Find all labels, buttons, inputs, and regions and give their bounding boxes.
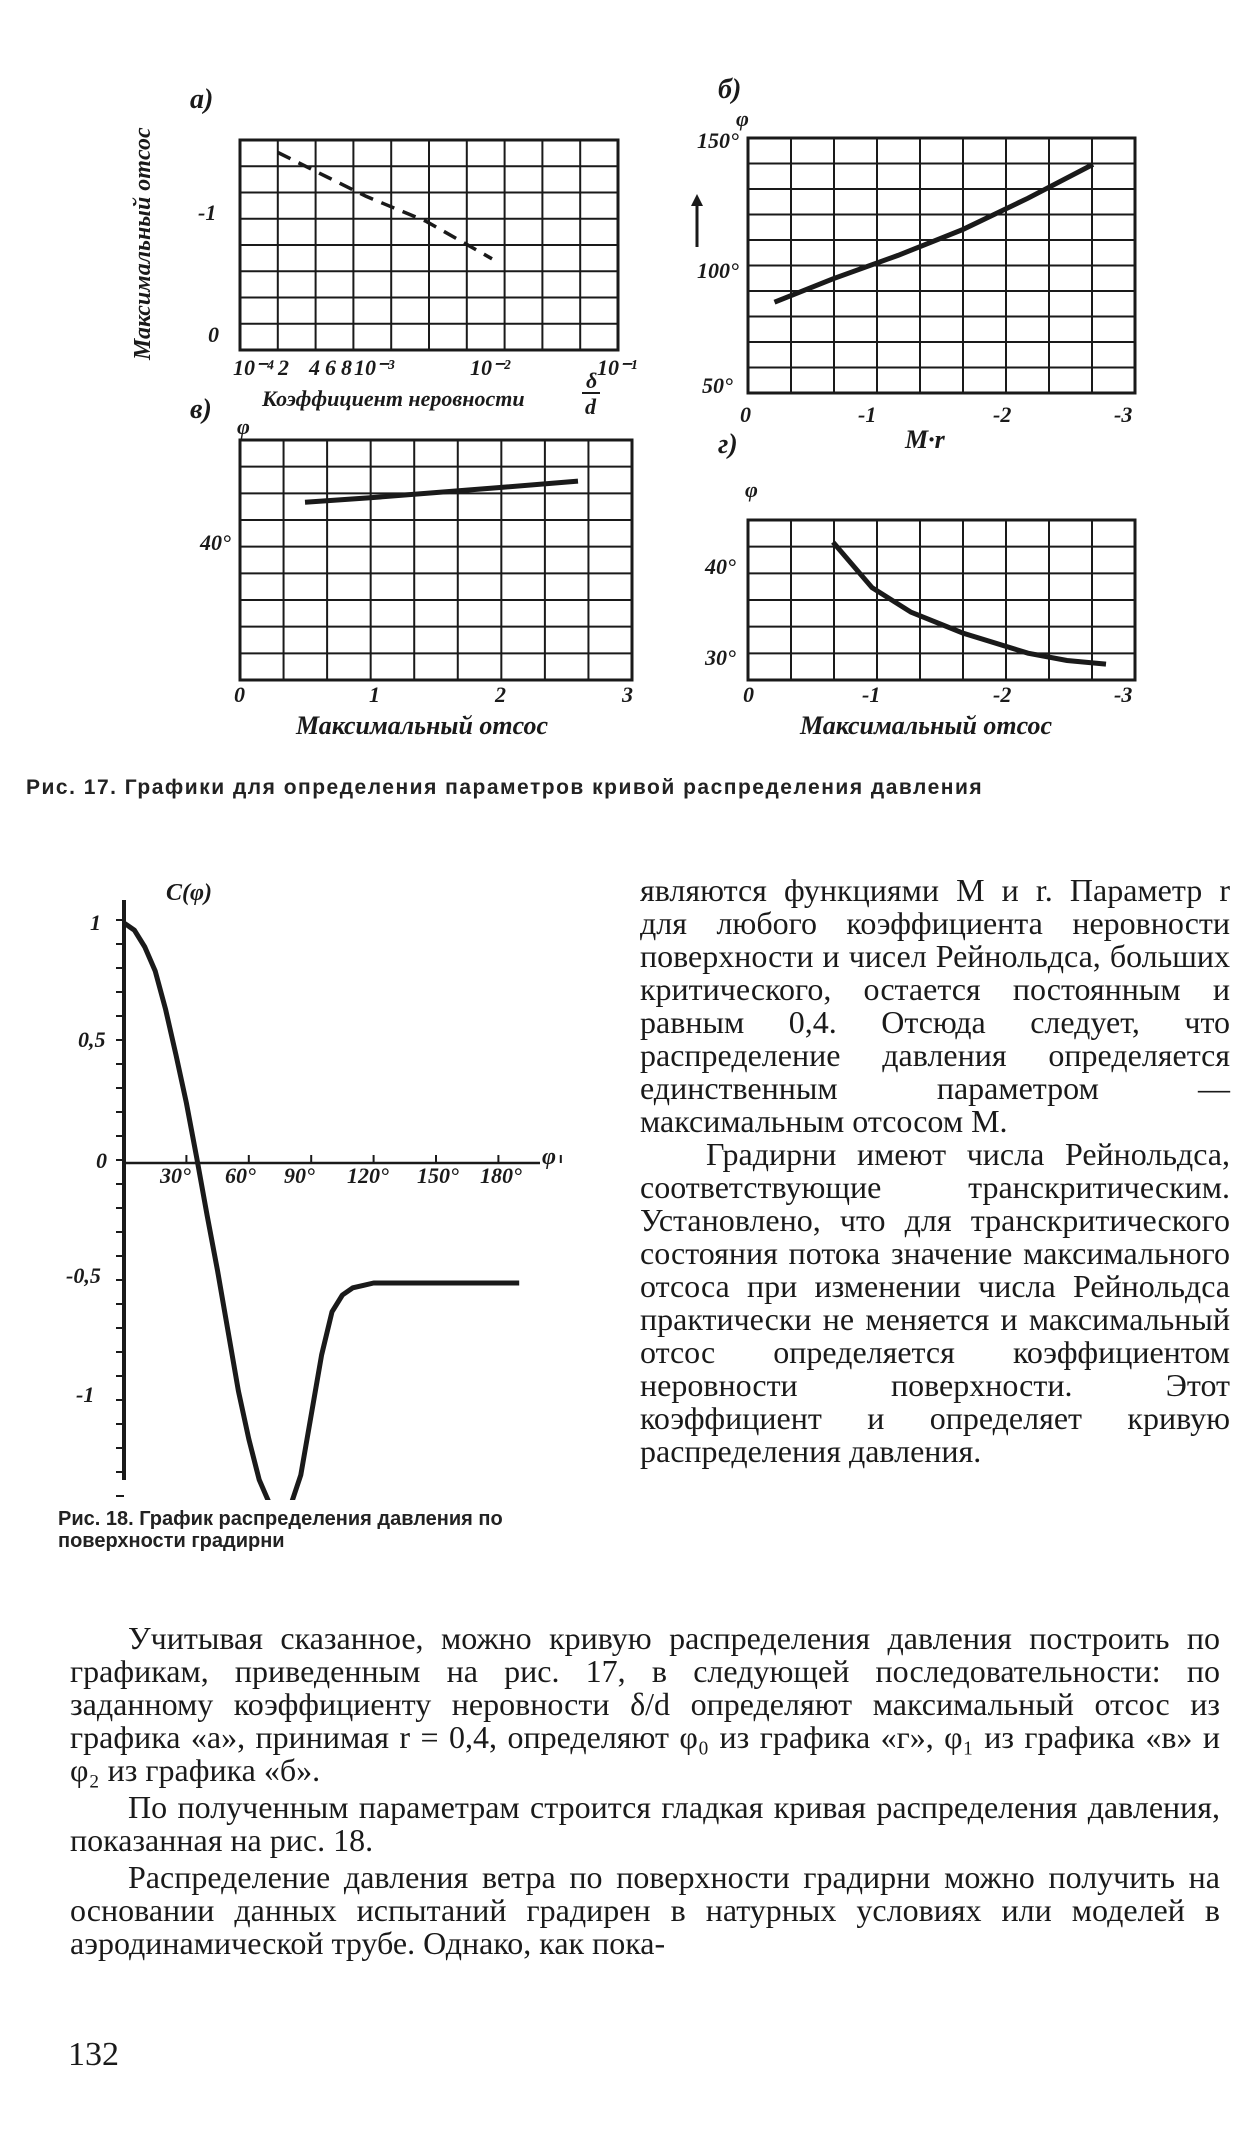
fig18-xtick: 120° bbox=[347, 1163, 389, 1188]
figure17-caption: Рис. 17. Графики для определения параметров кривой распределения давления bbox=[26, 776, 984, 799]
panel-b-ylabel: φ bbox=[736, 106, 749, 131]
panel-b-ytick: 150° bbox=[697, 128, 739, 153]
panel-g-xtick: -3 bbox=[1114, 682, 1133, 707]
panel-a-xlabel-num: δ bbox=[586, 368, 598, 393]
fig18-ytick: 0 bbox=[96, 1148, 107, 1173]
panel-g-xlabel: Максимальный отсос bbox=[800, 711, 1053, 740]
paragraph: Градирни имеют числа Рейнольдса, соответствующие транскритическим. Установлено, что для транскритического состояния потока значение максимального отсоса при изменении числа Рейнольдса практически не меняется и максимальный отсос определяется коэффициентом неровности поверхности. Этот коэффициент и определяет кривую распределения давления. bbox=[640, 1136, 1230, 1469]
fig18-xtick: 60° bbox=[225, 1163, 256, 1188]
panel-g-xtick: -1 bbox=[862, 682, 881, 707]
paragraph: Учитывая сказанное, можно кривую распределения давления построить по графикам, приведенным на рис. 17, в следующей последовательности: по заданному коэффициенту неровности δ/d определяют максимальный отсос из графика «а», принимая r = 0,4, определяют φ₀ из графика «г», φ₁ из графика «в» и φ₂ из графика «б». bbox=[70, 1620, 1220, 1788]
panel-a-xtick: 10⁻⁴ bbox=[233, 355, 275, 380]
panel-b-xlabel: M·r bbox=[905, 425, 945, 454]
panel-v-xtick: 3 bbox=[622, 682, 633, 707]
fig18-ytick: 1 bbox=[90, 910, 101, 935]
figure18-chart bbox=[66, 880, 561, 1500]
panel-g-ylabel: φ bbox=[745, 477, 758, 502]
panel-a-letter: a) bbox=[190, 84, 214, 115]
panel-a-xtick: 10⁻² bbox=[470, 355, 511, 380]
panel-a-xtick: 6 bbox=[325, 355, 336, 380]
grid-frame bbox=[240, 440, 632, 680]
panel-a-ytick-minus1: -1 bbox=[198, 200, 217, 225]
body-text bbox=[70, 1622, 1220, 1960]
figure18-caption: Рис. 18. График распределения давления по поверхности градирни bbox=[58, 1508, 503, 1552]
fig18-ytick: -0,5 bbox=[66, 1263, 101, 1288]
panel-a-xtick: 4 bbox=[309, 355, 320, 380]
panel-b-xtick: 0 bbox=[740, 402, 751, 427]
panel-b-letter: б) bbox=[718, 74, 742, 105]
fig18-ytick: 0,5 bbox=[78, 1027, 106, 1052]
panel-a-ylabel: Максимальный отсос bbox=[130, 127, 156, 360]
panel-g-curve bbox=[833, 542, 1106, 664]
panel-g-ytick: 40° bbox=[705, 554, 736, 579]
panel-a-curve bbox=[278, 153, 492, 259]
panel-a-xtick: 2 bbox=[278, 355, 289, 380]
panel-b-ytick: 50° bbox=[702, 373, 733, 398]
panel-a-xlabel: Коэффициент неровности bbox=[262, 386, 525, 411]
fig18-xlabel: φ bbox=[542, 1144, 557, 1170]
paragraph: являются функциями M и r. Параметр r для любого коэффициента неровности поверхности и чисел Рейнольдса, больших критического, остается постоянным и равным 0,4. Отсюда следует, что распределение давления определяется единственным параметром — максимальным отсосом M. bbox=[640, 872, 1230, 1139]
panel-a bbox=[130, 84, 637, 419]
panel-v-letter: в) bbox=[190, 394, 212, 425]
panel-b-ytick: 100° bbox=[697, 258, 739, 283]
panel-v-xtick: 1 bbox=[369, 682, 380, 707]
panel-b-curve bbox=[775, 164, 1094, 302]
panel-v-ytick: 40° bbox=[200, 530, 231, 555]
panel-a-xtick: 10⁻³ bbox=[354, 355, 395, 380]
fig18-xtick: 180° bbox=[480, 1163, 522, 1188]
fig18-xtick: 30° bbox=[160, 1163, 191, 1188]
panel-a-xtick: 8 bbox=[341, 355, 352, 380]
panel-v bbox=[190, 394, 633, 740]
panel-b bbox=[691, 74, 1135, 454]
panel-v-xtick: 0 bbox=[234, 682, 245, 707]
panel-g-ytick: 30° bbox=[705, 645, 736, 670]
panel-a-xlabel-den: d bbox=[585, 394, 596, 419]
panel-b-xtick: -1 bbox=[858, 402, 877, 427]
fig18-ytick: -1 bbox=[76, 1382, 95, 1407]
panel-b-xtick: -3 bbox=[1114, 402, 1133, 427]
panel-b-xtick: -2 bbox=[993, 402, 1012, 427]
page-number: 132 bbox=[68, 2036, 119, 2073]
fig18-xtick: 90° bbox=[284, 1163, 315, 1188]
paragraph: По полученным параметрам строится гладкая кривая распределения давления, показанная на рис. 18. bbox=[70, 1789, 1220, 1858]
right-column-text bbox=[640, 874, 1230, 1468]
panel-a-xtick: 10⁻¹ bbox=[597, 355, 638, 380]
panel-v-xtick: 2 bbox=[495, 682, 506, 707]
fig18-xtick: 150° bbox=[417, 1163, 459, 1188]
panel-v-ylabel: φ bbox=[237, 414, 250, 439]
panel-v-xlabel: Максимальный отсос bbox=[296, 711, 549, 740]
panel-g-xtick: -2 bbox=[993, 682, 1012, 707]
fig18-curve bbox=[124, 923, 519, 1500]
panel-g-xtick: 0 bbox=[743, 682, 754, 707]
panel-g bbox=[704, 429, 1135, 740]
fig18-ylabel: C(φ) bbox=[166, 880, 213, 906]
arrowhead-icon bbox=[691, 194, 703, 206]
panel-g-letter: г) bbox=[718, 429, 738, 460]
panel-a-ytick-0: 0 bbox=[208, 322, 219, 347]
panel-v-curve bbox=[305, 481, 578, 502]
paragraph: Распределение давления ветра по поверхности градирни можно получить на основании данных испытаний градирен в натурных условиях или моделей в аэродинамической трубе. Однако, как пока- bbox=[70, 1859, 1220, 1961]
